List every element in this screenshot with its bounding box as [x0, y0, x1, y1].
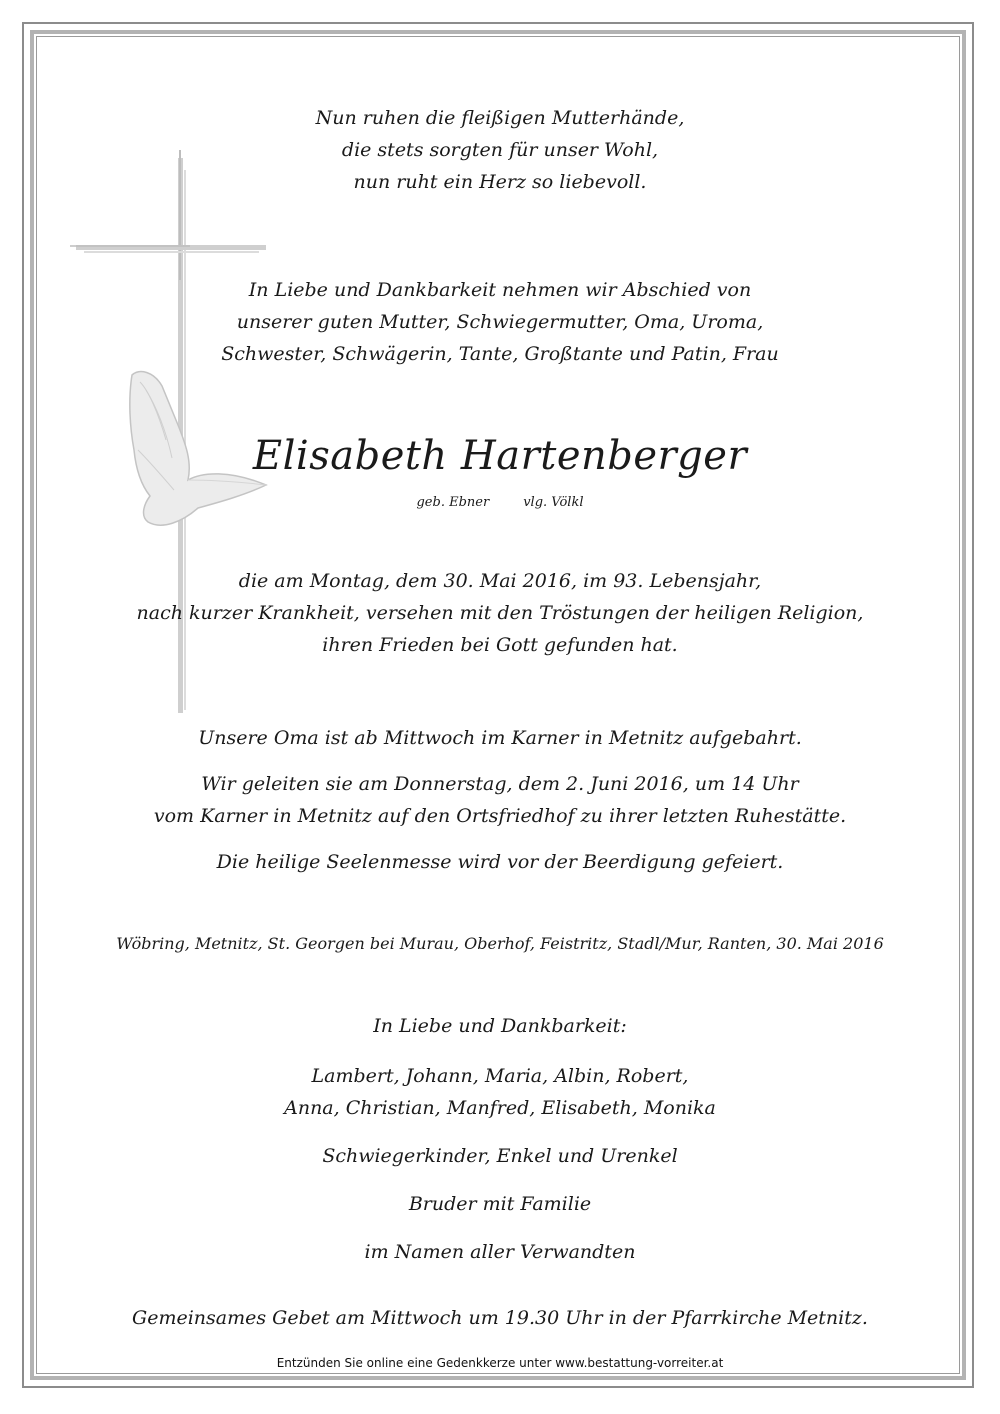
- death-notice-line: nach kurzer Krankheit, versehen mit den Tröstungen der heiligen Religion,: [136, 602, 864, 624]
- places-date: Wöbring, Metnitz, St. Georgen bei Murau, Oberhof, Feistritz, Stadl/Mur, Ranten, 30. Mai 2016: [116, 934, 884, 953]
- deceased-name: Elisabeth Hartenberger: [252, 433, 748, 479]
- intro-line: Schwester, Schwägerin, Tante, Großtante und Patin, Frau: [221, 343, 779, 365]
- mourners-children: [0, 1060, 1000, 1124]
- mourners-heading: In Liebe und Dankbarkeit:: [373, 1015, 627, 1037]
- death-notice-line: ihren Frieden bei Gott gefunden hat.: [322, 634, 678, 656]
- intro-line: In Liebe und Dankbarkeit nehmen wir Abschied von: [248, 279, 752, 301]
- alias-name: vlg. Völkl: [523, 495, 584, 510]
- poem-line: nun ruht ein Herz so liebevoll.: [353, 171, 647, 193]
- children-line: Lambert, Johann, Maria, Albin, Robert,: [311, 1065, 689, 1087]
- poem: [0, 102, 1000, 198]
- death-notice: [0, 565, 1000, 661]
- mourners-brother: Bruder mit Familie: [408, 1193, 592, 1215]
- poem-line: Nun ruhen die fleißigen Mutterhände,: [315, 107, 685, 129]
- intro: [0, 274, 1000, 370]
- funeral-notice: [0, 768, 1000, 832]
- funeral-line: vom Karner in Metnitz auf den Ortsfriedhof zu ihrer letzten Ruhestätte.: [153, 805, 847, 827]
- mourners-relatives: im Namen aller Verwandten: [364, 1241, 636, 1263]
- children-line: Anna, Christian, Manfred, Elisabeth, Monika: [284, 1097, 716, 1119]
- deceased-details: [0, 494, 1000, 512]
- prayer-notice: Gemeinsames Gebet am Mittwoch um 19.30 Uhr in der Pfarrkirche Metnitz.: [132, 1307, 868, 1329]
- death-notice-line: die am Montag, dem 30. Mai 2016, im 93. Lebensjahr,: [238, 570, 762, 592]
- poem-line: die stets sorgten für unser Wohl,: [341, 139, 659, 161]
- birth-name: geb. Ebner: [416, 495, 490, 510]
- wake-notice: Unsere Oma ist ab Mittwoch im Karner in Metnitz aufgebahrt.: [198, 727, 802, 749]
- intro-line: unserer guten Mutter, Schwiegermutter, Oma, Uroma,: [236, 311, 764, 333]
- footer-link-text: Entzünden Sie online eine Gedenkkerze unter www.bestattung-vorreiter.at: [276, 1356, 724, 1370]
- mass-notice: Die heilige Seelenmesse wird vor der Beerdigung gefeiert.: [216, 851, 784, 873]
- mourners-in-laws: Schwiegerkinder, Enkel und Urenkel: [322, 1145, 678, 1167]
- funeral-line: Wir geleiten sie am Donnerstag, dem 2. Juni 2016, um 14 Uhr: [201, 773, 799, 795]
